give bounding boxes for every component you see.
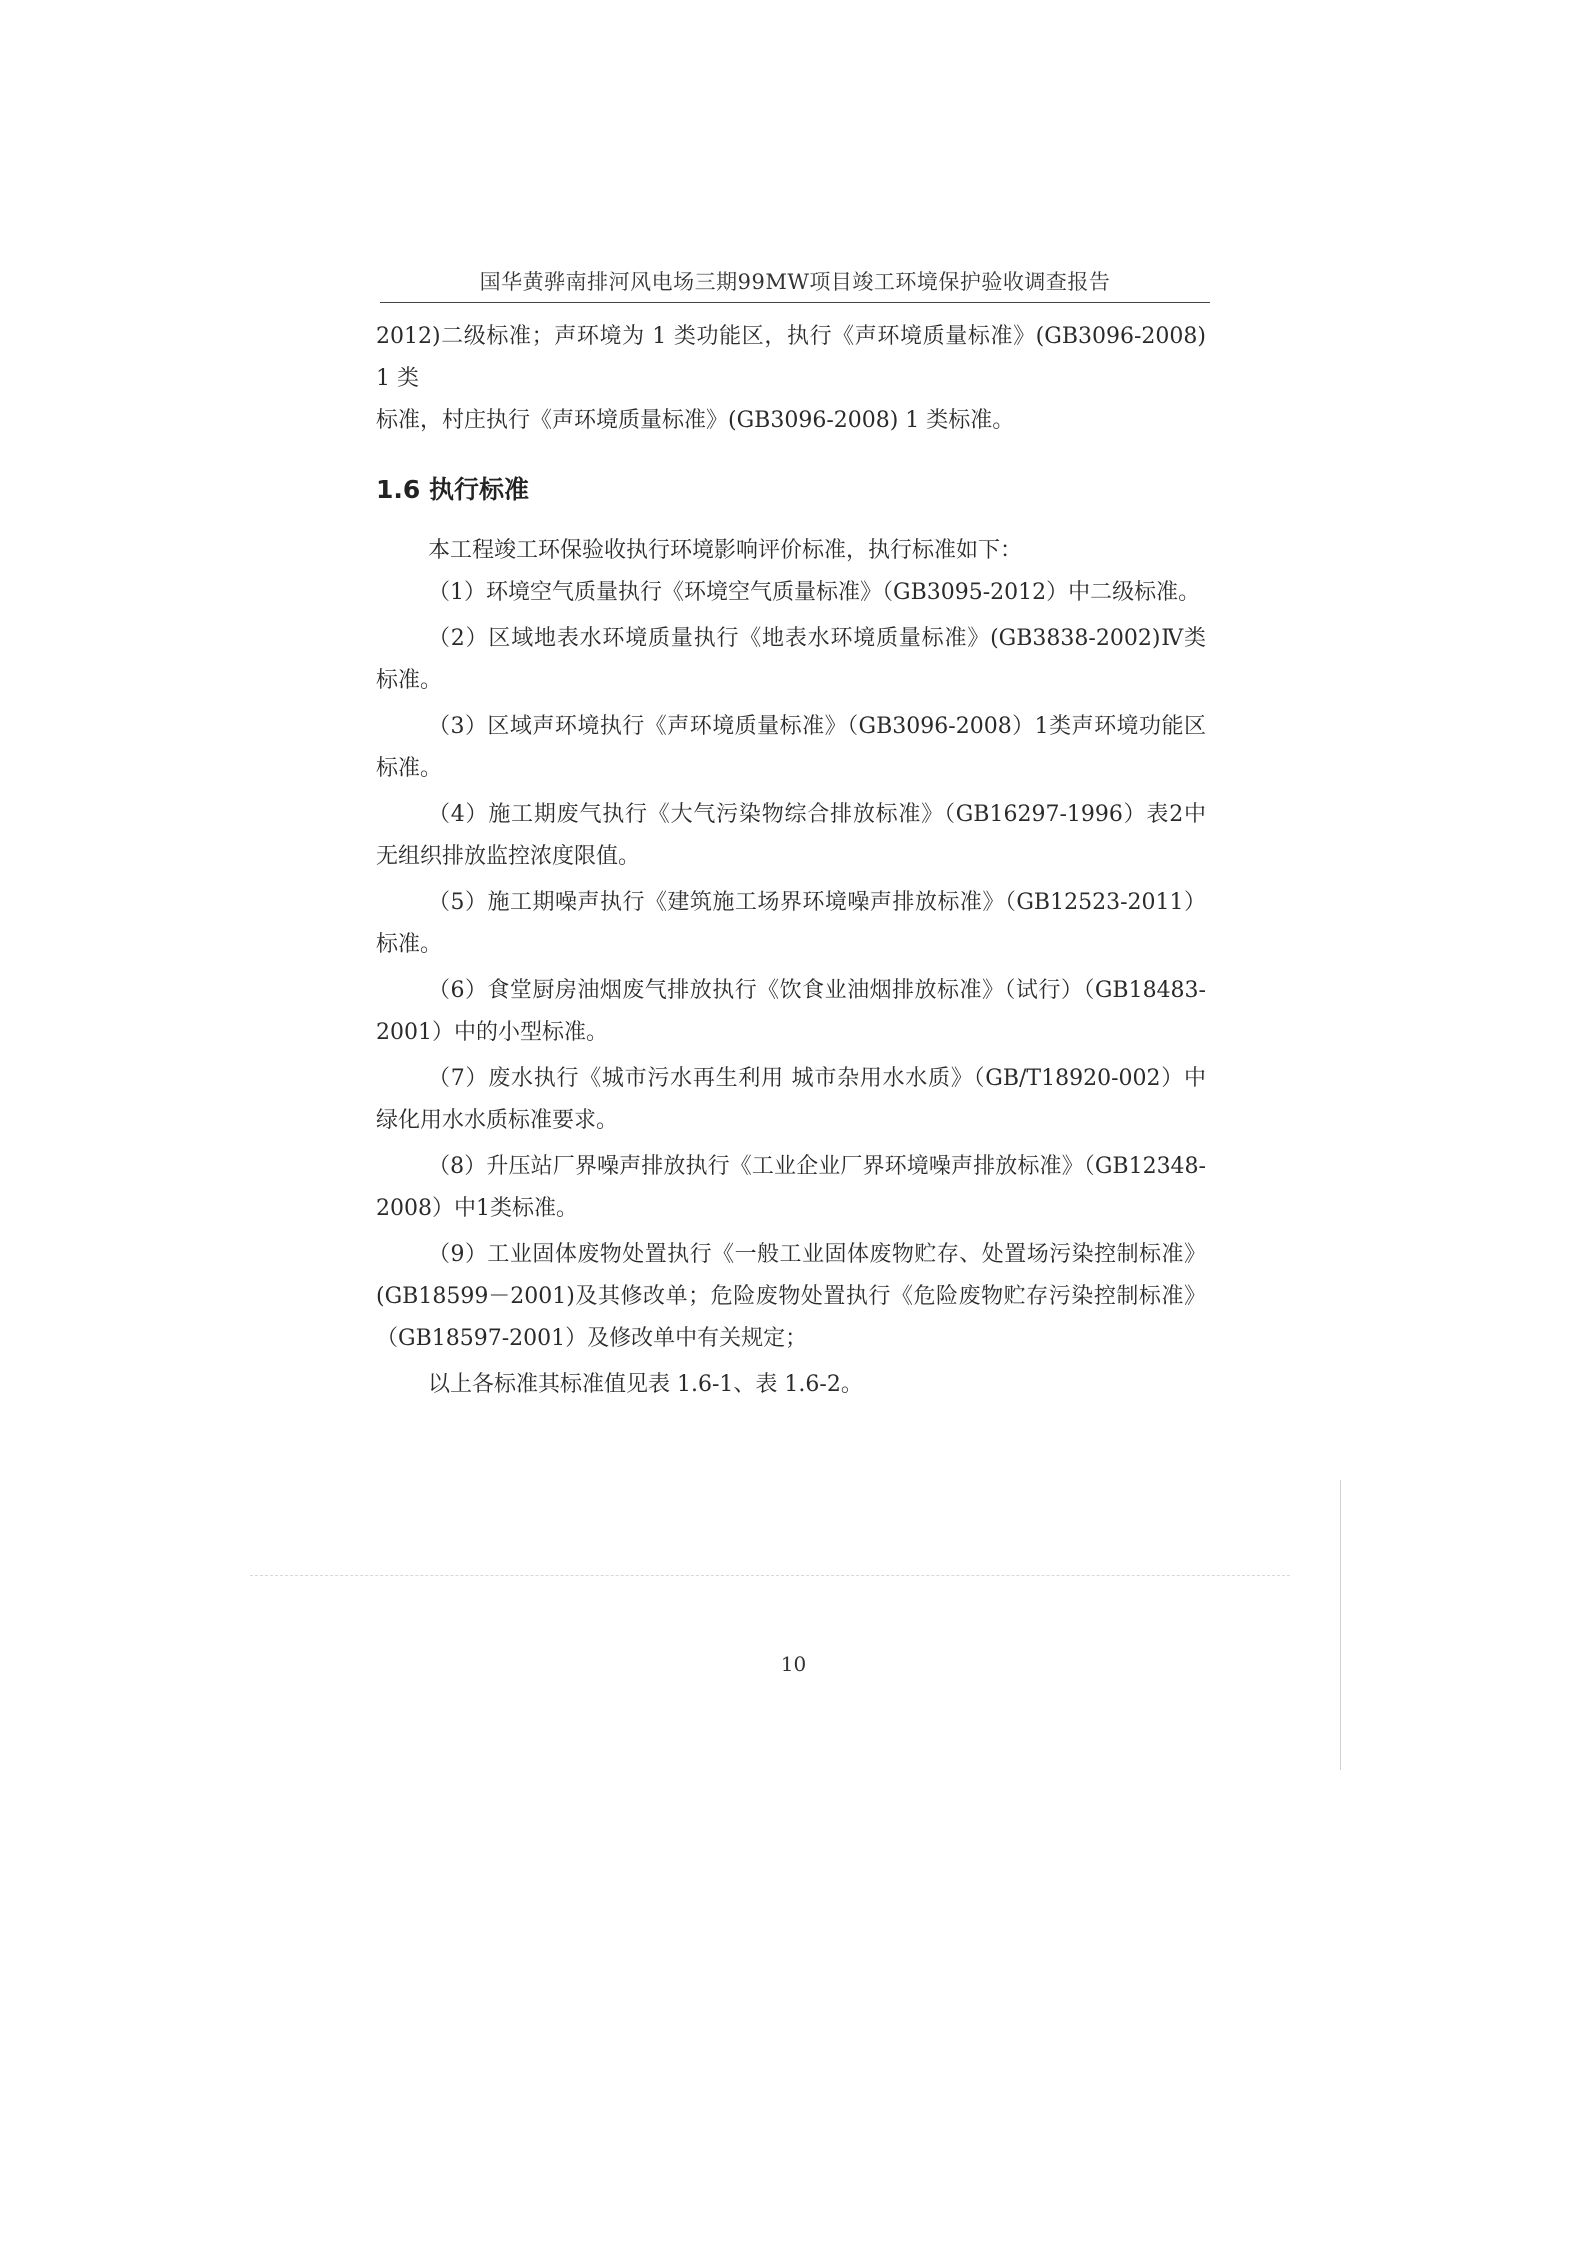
scan-artifact-line <box>1340 1480 1341 1770</box>
page-number: 10 <box>780 1652 807 1676</box>
section-heading: 1.6 执行标准 <box>376 475 529 504</box>
standard-item-2: （2）区域地表水环境质量执行《地表水环境质量标准》(GB3838-2002)Ⅳ类标准。 <box>376 626 1206 693</box>
page-body <box>376 316 1206 1406</box>
standard-item-6: （6）食堂厨房油烟废气排放执行《饮食业油烟排放标准》（试行）（GB18483-2001）中的小型标准。 <box>376 978 1206 1045</box>
standard-item-5: （5）施工期噪声执行《建筑施工场界环境噪声排放标准》（GB12523-2011）标准。 <box>376 890 1206 957</box>
standard-item-7: （7）废水执行《城市污水再生利用 城市杂用水水质》（GB/T18920-002）中绿化用水水质标准要求。 <box>376 1066 1206 1133</box>
standard-item-4: （4）施工期废气执行《大气污染物综合排放标准》（GB16297-1996）表2中无组织排放监控浓度限值。 <box>376 802 1206 869</box>
intro-line: 2012)二级标准；声环境为 1 类功能区，执行《声环境质量标准》(GB3096-2008) 1 类 <box>376 324 1206 391</box>
standard-item-9: （9）工业固体废物处置执行《一般工业固体废物贮存、处置场污染控制标准》(GB18599－2001)及其修改单；危险废物处置执行《危险废物贮存污染控制标准》（GB18597-2001）及修改单中有关规定； <box>376 1242 1206 1351</box>
standard-item-1: （1）环境空气质量执行《环境空气质量标准》（GB3095-2012）中二级标准。 <box>428 580 1201 605</box>
header-divider <box>380 302 1210 303</box>
intro-line: 标准，村庄执行《声环境质量标准》(GB3096-2008) 1 类标准。 <box>376 408 1015 433</box>
closing-paragraph: 以上各标准其标准值见表 1.6-1、表 1.6-2。 <box>428 1372 863 1397</box>
standard-item-3: （3）区域声环境执行《声环境质量标准》（GB3096-2008）1类声环境功能区标准。 <box>376 714 1206 781</box>
footer-divider <box>250 1575 1290 1576</box>
body-paragraph: 本工程竣工环保验收执行环境影响评价标准，执行标准如下： <box>428 538 1023 563</box>
standard-item-8: （8）升压站厂界噪声排放执行《工业企业厂界环境噪声排放标准》（GB12348-2008）中1类标准。 <box>376 1154 1206 1221</box>
report-header-title: 国华黄骅南排河风电场三期99MW项目竣工环境保护验收调查报告 <box>479 270 1111 294</box>
